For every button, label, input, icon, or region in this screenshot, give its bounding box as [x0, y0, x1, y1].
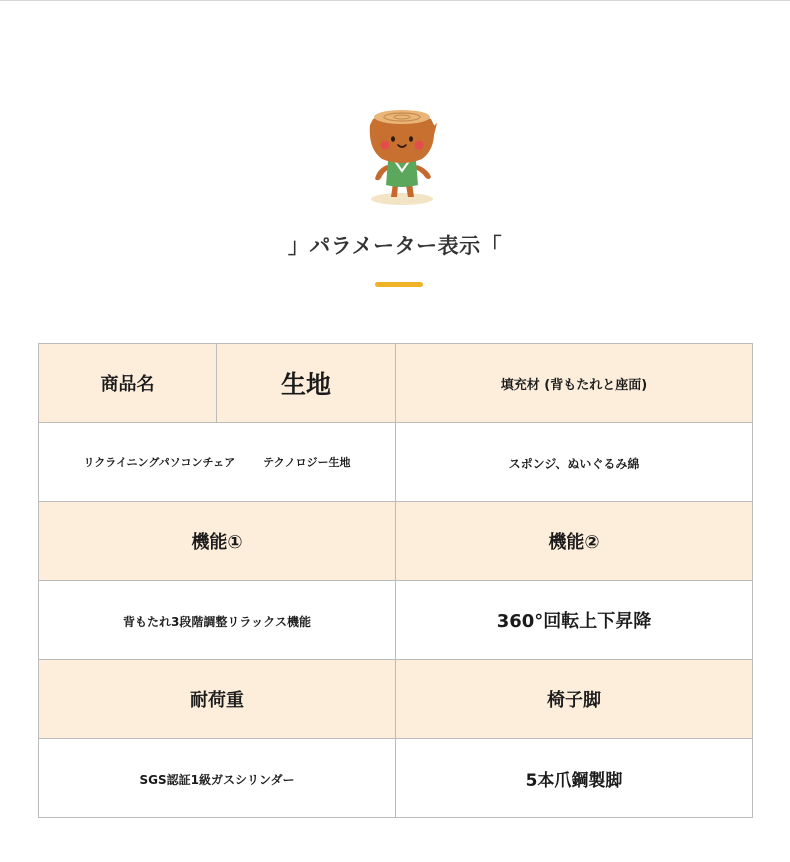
table-row	[39, 423, 753, 502]
table-row	[39, 344, 753, 423]
section-title: 」パラメーター表示「	[287, 234, 503, 258]
load-value: SGS認証1級ガスシリンダー	[139, 772, 295, 787]
product-name-value: リクライニングパソコンチェア	[83, 456, 236, 469]
load-label-cell	[39, 660, 396, 739]
function1-label-cell	[39, 502, 396, 581]
table-row	[39, 660, 753, 739]
legs-value-cell	[396, 739, 753, 818]
function1-value: 背もたれ3段階調整リラックス機能	[123, 614, 311, 629]
function1-value-cell	[39, 581, 396, 660]
title-underline	[375, 282, 423, 287]
product-name-label: 商品名	[100, 374, 155, 395]
product-fabric-value-cell	[39, 423, 396, 502]
load-label: 耐荷重	[190, 690, 244, 711]
table-row	[39, 739, 753, 818]
top-divider	[0, 0, 790, 1]
product-name-label-cell	[39, 344, 217, 423]
legs-value: 5本爪鋼製脚	[525, 770, 623, 791]
fabric-label-cell	[217, 344, 396, 423]
fabric-label: 生地	[280, 370, 331, 399]
filling-value-cell	[396, 423, 753, 502]
legs-label-cell	[396, 660, 753, 739]
function2-value-cell	[396, 581, 753, 660]
filling-label-cell	[396, 344, 753, 423]
legs-label: 椅子脚	[547, 690, 601, 711]
fabric-value: テクノロジー生地	[263, 456, 351, 469]
function2-label: 機能②	[548, 532, 600, 553]
load-value-cell	[39, 739, 396, 818]
function1-label: 機能①	[191, 532, 243, 553]
function2-value: 360°回転上下昇降	[496, 611, 652, 632]
function2-label-cell	[396, 502, 753, 581]
table-row	[39, 502, 753, 581]
filling-value: スポンジ、ぬいぐるみ綿	[508, 456, 640, 471]
parameter-table	[38, 343, 753, 818]
table-row	[39, 581, 753, 660]
tree-stump-mascot-icon	[362, 105, 442, 207]
filling-label: 填充材 (背もたれと座面)	[500, 377, 648, 393]
